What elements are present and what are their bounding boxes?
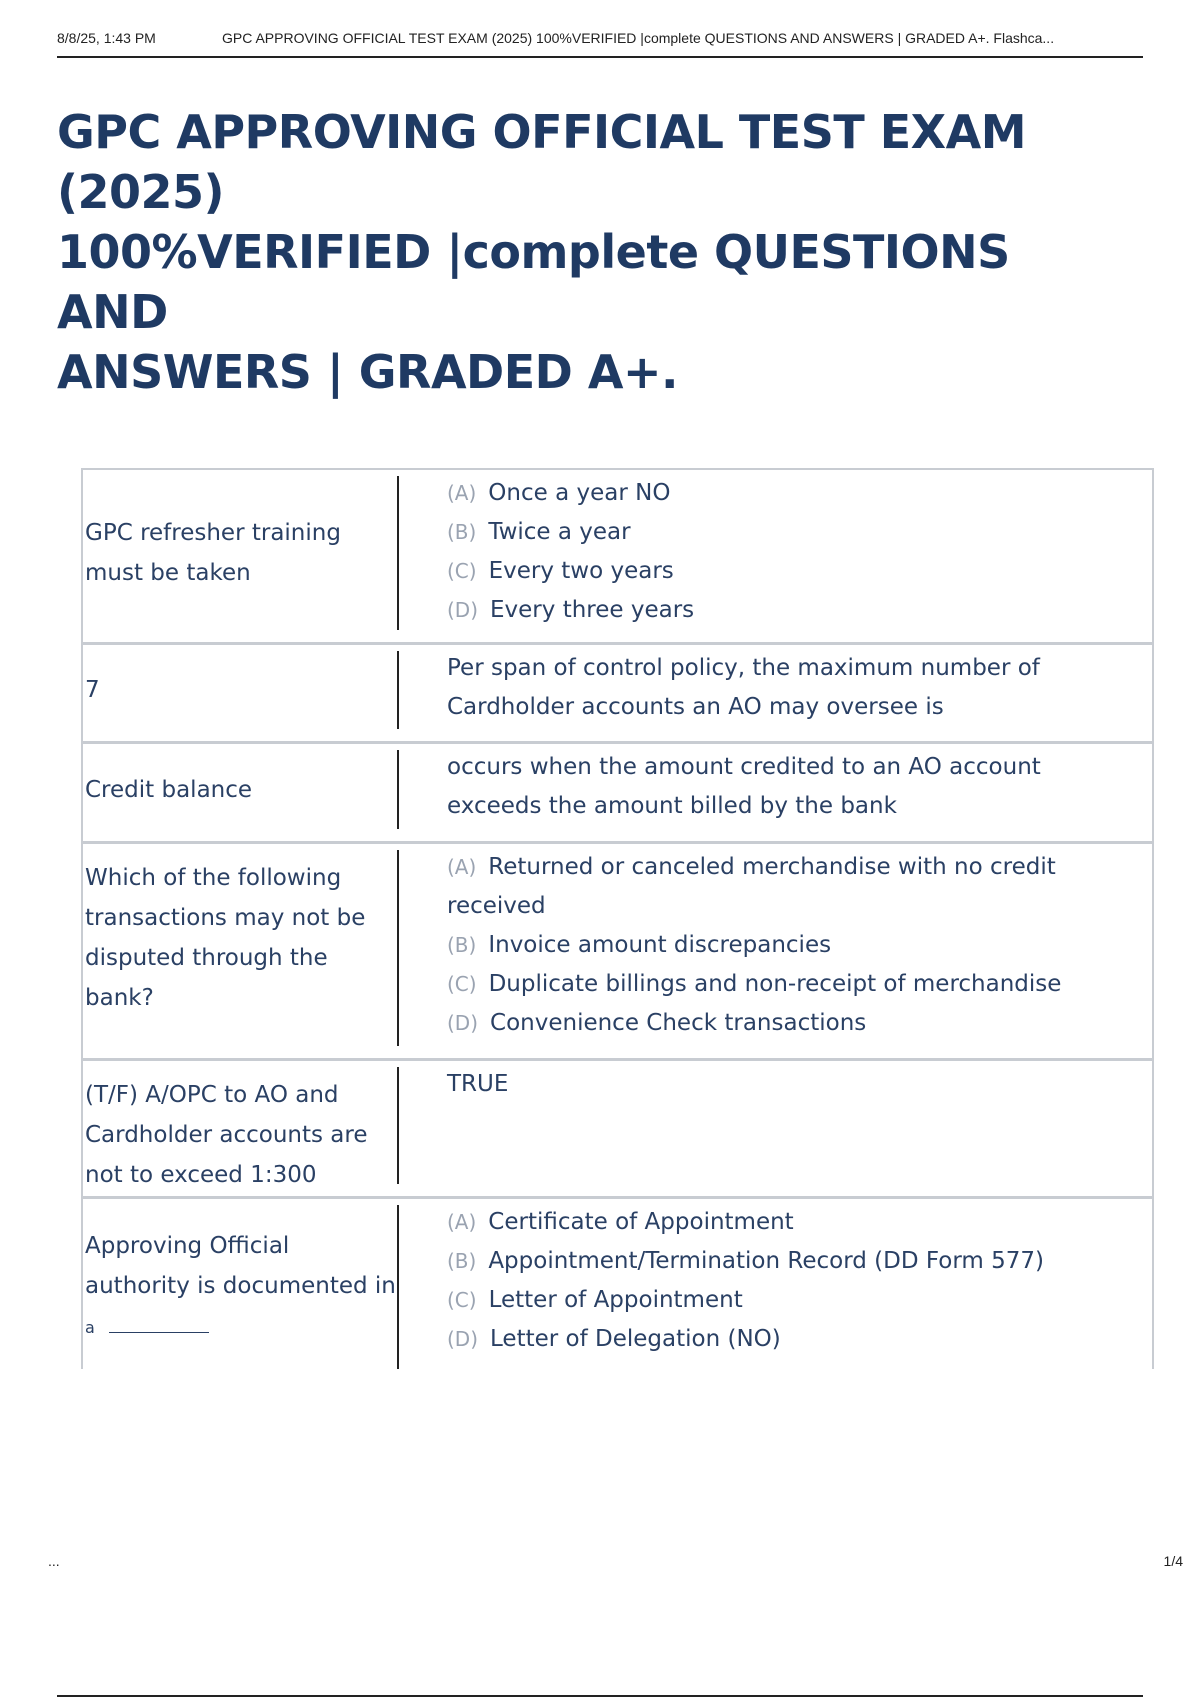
flashcard-row bbox=[81, 468, 1154, 642]
option-letter: (D) bbox=[447, 1011, 479, 1035]
option-text: Letter of Delegation (NO) bbox=[490, 1326, 781, 1352]
answer-option bbox=[447, 1203, 1136, 1242]
flashcard-term bbox=[83, 1205, 399, 1369]
flashcard-definition bbox=[399, 1061, 1152, 1196]
flashcard-term bbox=[83, 750, 399, 829]
option-letter: (C) bbox=[447, 1288, 477, 1312]
answer-option bbox=[447, 965, 1136, 1004]
option-letter: (B) bbox=[447, 933, 477, 957]
page-title-line-2: 100%VERIFIED |complete QUESTIONS AND bbox=[57, 225, 1010, 339]
flashcard-row bbox=[81, 841, 1154, 1058]
flashcard-definition bbox=[399, 645, 1152, 741]
option-letter: (A) bbox=[447, 855, 477, 879]
fill-in-blank bbox=[109, 1312, 209, 1333]
answer-option bbox=[447, 848, 1136, 887]
page-title-line-1: GPC APPROVING OFFICIAL TEST EXAM (2025) bbox=[57, 105, 1027, 219]
flashcard-table bbox=[81, 468, 1154, 1369]
option-letter: (A) bbox=[447, 1210, 477, 1234]
answer-option bbox=[447, 1004, 1136, 1043]
footer-divider bbox=[57, 1695, 1143, 1697]
flashcard-term bbox=[83, 850, 399, 1046]
page-title-line-3: ANSWERS | GRADED A+. bbox=[57, 345, 678, 399]
term-line bbox=[85, 1306, 396, 1348]
option-text: Duplicate billings and non-receipt of merchandise bbox=[488, 971, 1062, 997]
print-date: 8/8/25, 1:43 PM bbox=[57, 30, 156, 46]
option-text: Returned or canceled merchandise with no credit bbox=[488, 854, 1056, 880]
term-line: Approving Official bbox=[85, 1233, 290, 1259]
flashcard-definition bbox=[399, 470, 1152, 642]
option-letter: (B) bbox=[447, 520, 477, 544]
print-doc-title: GPC APPROVING OFFICIAL TEST EXAM (2025) 100%VERIFIED |complete QUESTIONS AND ANSWERS | GRADED A+. Flashca... bbox=[222, 30, 1055, 46]
option-text: Invoice amount discrepancies bbox=[488, 932, 832, 958]
flashcard-definition bbox=[399, 1199, 1152, 1369]
option-text-continued: received bbox=[447, 893, 546, 919]
option-letter: (C) bbox=[447, 972, 477, 996]
flashcard-definition bbox=[399, 744, 1152, 841]
flashcard-term bbox=[83, 1067, 399, 1188]
flashcard-definition bbox=[399, 844, 1152, 1058]
option-text: Twice a year bbox=[488, 519, 631, 545]
flashcard-term bbox=[83, 651, 399, 729]
definition-line: Per span of control policy, the maximum number of bbox=[447, 655, 1040, 681]
flashcard-row bbox=[81, 1196, 1154, 1369]
option-text: Letter of Appointment bbox=[488, 1287, 743, 1313]
option-text: Convenience Check transactions bbox=[490, 1010, 867, 1036]
option-letter: (D) bbox=[447, 1327, 479, 1351]
option-text: Every three years bbox=[490, 597, 695, 623]
flashcard-row bbox=[81, 642, 1154, 741]
flashcard-term bbox=[83, 476, 399, 630]
print-header bbox=[57, 30, 1143, 58]
answer-option bbox=[447, 1320, 1136, 1359]
term-line: authority is documented in bbox=[85, 1273, 396, 1299]
term-line: transactions may not be bbox=[85, 905, 366, 931]
term-line: disputed through the bbox=[85, 945, 328, 971]
answer-option bbox=[447, 1242, 1136, 1281]
flashcard-row bbox=[81, 741, 1154, 841]
footer-ellipsis: ... bbox=[48, 1553, 60, 1569]
definition-line: occurs when the amount credited to an AO account bbox=[447, 754, 1041, 780]
answer-option bbox=[447, 513, 1136, 552]
answer-option bbox=[447, 1281, 1136, 1320]
page-indicator: 1/4 bbox=[1163, 1553, 1183, 1569]
term-line: GPC refresher training bbox=[85, 520, 341, 546]
term-line: Cardholder accounts are bbox=[85, 1122, 368, 1148]
option-text: Once a year NO bbox=[488, 480, 671, 506]
option-letter: (C) bbox=[447, 559, 477, 583]
term-line: 7 bbox=[85, 677, 100, 703]
term-line: not to exceed 1:300 bbox=[85, 1162, 317, 1188]
option-letter: (B) bbox=[447, 1249, 477, 1273]
answer-option bbox=[447, 552, 1136, 591]
option-text: Appointment/Termination Record (DD Form 577) bbox=[488, 1248, 1045, 1274]
definition-line: Cardholder accounts an AO may oversee is bbox=[447, 694, 944, 720]
term-line: must be taken bbox=[85, 560, 251, 586]
flashcard-row bbox=[81, 1058, 1154, 1196]
answer-option bbox=[447, 474, 1136, 513]
option-letter: (A) bbox=[447, 481, 477, 505]
option-text: Every two years bbox=[488, 558, 674, 584]
option-text: Certificate of Appointment bbox=[488, 1209, 794, 1235]
term-line: Which of the following bbox=[85, 865, 342, 891]
term-line: (T/F) A/OPC to AO and bbox=[85, 1082, 339, 1108]
option-letter: (D) bbox=[447, 598, 479, 622]
answer-option bbox=[447, 926, 1136, 965]
page-title bbox=[57, 102, 1117, 402]
definition-line: TRUE bbox=[447, 1071, 509, 1097]
term-line: Credit balance bbox=[85, 776, 253, 803]
answer-option bbox=[447, 591, 1136, 630]
term-line-prefix: a bbox=[85, 1318, 95, 1337]
term-line: bank? bbox=[85, 985, 154, 1011]
definition-line: exceeds the amount billed by the bank bbox=[447, 793, 897, 819]
